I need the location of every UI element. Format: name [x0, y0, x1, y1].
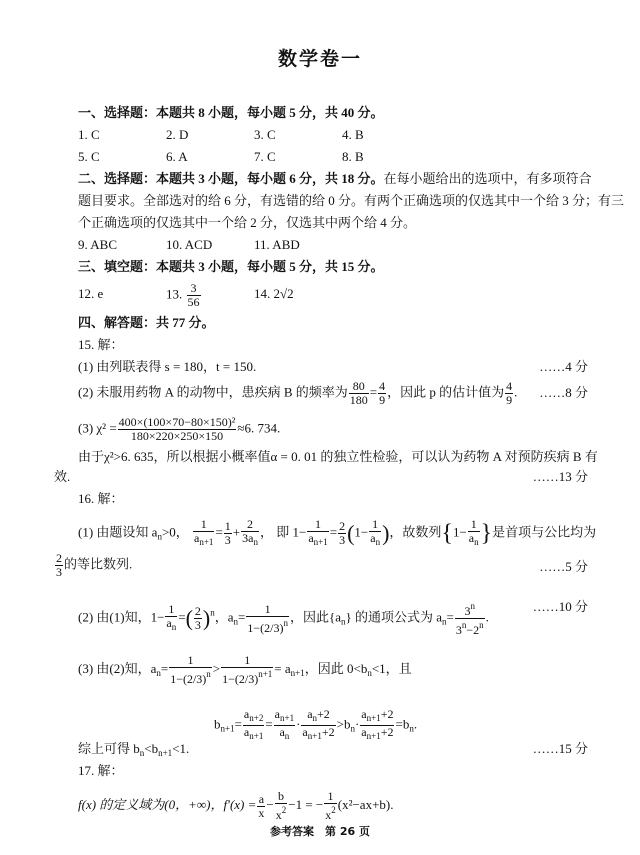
answer-10: 10. ACD	[166, 237, 213, 252]
fraction-1-over-x2: $\frac{1}{x^2}$	[325, 789, 336, 822]
fraction-numerator: 2	[339, 519, 346, 533]
q16-conclusion: 综上可得 $b_n<b_{n+1}<1$.	[78, 741, 190, 758]
fraction-an2-an12: $\frac{a_n+2}{a_{n+1}+2}$	[302, 707, 335, 741]
fraction-numerator: 1	[221, 654, 273, 668]
q15-part-1: (1) 由列联表得 s = 180，t = 150.	[78, 359, 257, 374]
q17-part-1-text-c: (x²−ax+b).	[337, 796, 394, 812]
fraction-denominator: 56	[187, 295, 200, 309]
fraction-numerator: 4	[379, 379, 386, 393]
fraction-a-over-x: $\frac{a}{x}$	[258, 791, 265, 820]
fraction-denominator: 3	[339, 533, 346, 547]
q16-part-3-text-a: (3) 由(2)知，a	[78, 660, 157, 676]
q17-label: 17. 解：	[78, 763, 124, 778]
q16-part-2-score: ……10 分	[532, 599, 588, 614]
fraction-numerator: 1	[324, 790, 337, 804]
q16-part-1: (1) 由题设知 $a_n>0$， $\frac{1}{a_{n+1}}$ = $\frac{1}{3}$ + $\frac{2}{3a_n}$ ， 即 1− $\frac{1}{a_{n+1}}$ = $\frac{2}{3}$ (1− $\frac{1}{a_n}$ )，故数列{1− $\frac{1}{a_n}$ }是首项与公比均为	[78, 517, 597, 547]
q15-part-3-label: (3) χ² =	[78, 420, 117, 436]
answer-5: 5. C	[78, 149, 100, 164]
section-4-header: 四、解答题：共 77 分。	[78, 315, 215, 330]
fraction-denominator: 3	[224, 533, 231, 547]
section-2-answers	[78, 236, 300, 254]
q16-part-1-text-e: 是首项与公比均为	[492, 524, 597, 540]
fraction-4-9-estimate	[505, 380, 513, 407]
fraction-1-over-an-b: $\frac{1}{a_n}$	[468, 517, 479, 547]
fraction-numerator: 1	[224, 519, 231, 533]
q15-conclusion-line-2: 效.	[54, 469, 71, 484]
fraction-1-over-a-n1-b: $\frac{1}{a_{n+1}}$	[308, 517, 328, 547]
fraction-numerator: 80	[349, 380, 369, 394]
q16-part-2-text-c: ，因此{a	[289, 609, 341, 625]
answer-14: 14. 2√2	[254, 286, 294, 302]
fraction-1-3	[224, 520, 232, 547]
fraction-numerator: 1	[246, 603, 289, 617]
q16-part-1-text-a: (1) 由题设知 a	[78, 524, 158, 540]
section-1-answers-row-2	[78, 148, 364, 166]
period: .	[514, 384, 518, 400]
section-2-header-rest: 在每小题给出的选项中，有多项符合	[383, 171, 592, 186]
fraction-b-over-x2: $\frac{b}{x^2}$	[275, 789, 287, 822]
q16-part-3-text-c: ，因此 0<b	[304, 660, 368, 676]
q16-conclusion-score: ……15 分	[532, 741, 588, 756]
chi-square-fraction	[118, 416, 237, 443]
answer-7: 7. C	[254, 149, 276, 164]
fraction-2-3an: $\frac{2}{3a_n}$	[242, 517, 258, 547]
q15-part-2	[78, 380, 517, 407]
q16-part-3: (3) 由(2)知，$a_n=$ $\frac{1}{1-(2/3)^n}$ > $\frac{1}{1-(2/3)^{n+1}}$ = $a_{n+1}$，因此 $0<b_n<1$，且	[78, 653, 412, 686]
equals-sign: =	[369, 384, 378, 400]
fraction-numerator: 400×(100×70−80×150)²	[118, 415, 236, 429]
answer-9: 9. ABC	[78, 237, 118, 252]
q16-part-3-text-b: = a	[274, 660, 291, 676]
fraction-an2-an1: $\frac{a_{n+2}}{a_{n+1}}$	[243, 707, 264, 741]
answer-12: 12. e	[78, 286, 104, 302]
q16-part-3-text-d: <1，且	[371, 660, 412, 676]
fraction-numerator: 1	[193, 518, 214, 532]
answer-1: 1. C	[78, 127, 100, 142]
fraction-2-3-c	[55, 552, 63, 579]
fraction-denominator: 180×220×250×150	[130, 429, 224, 443]
answer-13-label: 13.	[166, 286, 183, 302]
q15-label: 15. 解：	[78, 337, 124, 352]
q15-conclusion-score: ……13 分	[532, 469, 588, 484]
section-1-answers-row-1	[78, 126, 364, 144]
fraction-denominator: 3	[56, 565, 62, 579]
q17-part-1-text-a: f(x) 的定义域为(0，+∞)，f′(x) =	[78, 796, 257, 812]
answer-2: 2. D	[166, 127, 189, 142]
answer-4: 4. B	[342, 127, 364, 142]
fraction-80-180	[349, 380, 369, 407]
fraction-numerator: 2	[56, 551, 62, 565]
answer-6: 6. A	[166, 149, 188, 164]
q16-part-2: (2) 由(1)知，1− $\frac{1}{a_n}$ =( $\frac{2}{3}$ )$^n$，$a_n=$ $\frac{1}{1-(2/3)^n}$ ，因此$\{a_n\}$ 的通项公式为 $a_n=$ $\frac{3^n}{3^n-2^n}$ .	[78, 601, 489, 637]
fraction-2-3-d	[194, 605, 202, 632]
fraction-numerator: 3	[187, 282, 201, 296]
q16-part-2-text-a: (2) 由(1)知，1−	[78, 609, 165, 625]
q15-part-1-score: ……4 分	[539, 359, 588, 374]
q17-part-1-text-b: −1 = −	[288, 796, 324, 812]
fraction-1-over-a-n1: $\frac{1}{a_{n+1}}$	[194, 517, 214, 547]
fraction-numerator: 1	[468, 518, 480, 532]
answer-13-fraction	[187, 282, 201, 309]
answer-3: 3. C	[254, 127, 276, 142]
q16-part-1-text-c: 即 1−	[276, 524, 307, 540]
q15-part-2-mid: ，因此 p 的估计值为	[387, 384, 505, 400]
fraction-numerator: 1	[165, 603, 177, 617]
fraction-an-closed: $\frac{3^n}{3^n-2^n}$	[455, 601, 484, 637]
answer-11: 11. ABD	[254, 237, 300, 252]
page-title: 数学卷一	[277, 49, 362, 70]
fraction-numerator: 1	[169, 654, 212, 668]
q16-part-1-cont-text: 的等比数列.	[64, 556, 133, 572]
section-3-header: 三、填空题：本题共 3 小题，每小题 5 分，共 15 分。	[78, 259, 384, 274]
fraction-numerator: 4	[506, 379, 513, 393]
q16-part-1-score: ……5 分	[539, 559, 588, 574]
q17-part-1: f(x) 的定义域为(0，+∞)，f′(x) = $\frac{a}{x}$ − $\frac{b}{x^2}$ −1 = − $\frac{1}{x^2}$ (x²−ax+b).	[78, 789, 394, 822]
fraction-4-9	[378, 380, 386, 407]
q16-part-2-text-b: ，a	[214, 609, 234, 625]
fraction-an-formula: $\frac{1}{1-(2/3)^n}$	[247, 601, 288, 635]
fraction-numerator: 1	[369, 518, 381, 532]
page-footer: 参考答案 第 26 页	[270, 825, 370, 838]
fraction-denominator: 3	[194, 618, 201, 632]
fraction-denominator: 180	[349, 393, 368, 407]
fraction-an1: $\frac{1}{1-(2/3)^{n+1}}$	[222, 653, 273, 686]
section-3-answers	[78, 282, 294, 309]
chi-square-result: ≈6. 734.	[237, 420, 281, 436]
q16-bn-recurrence: $b_{n+1}=$ $\frac{a_{n+2}}{a_{n+1}}$ = $\frac{a_{n+1}}{a_n}$ · $\frac{a_n+2}{a_{n+1}+2}$ $>b_n\cdot$ $\frac{a_{n+1}+2}{a_{n+1}+2}$ $=b_n$.	[214, 707, 418, 741]
q16-conclusion-text: 综上可得 b	[78, 741, 140, 756]
q16-label: 16. 解：	[78, 491, 124, 506]
fraction-an-b: $\frac{1}{1-(2/3)^n}$	[170, 653, 211, 686]
section-2-header	[78, 170, 592, 188]
section-1-header: 一、选择题：本题共 8 小题，每小题 5 分，共 40 分。	[78, 105, 384, 120]
fraction-1-over-an: $\frac{1}{a_n}$	[370, 517, 381, 547]
fraction-2-3-b	[338, 520, 346, 547]
fraction-numerator: 2	[241, 518, 259, 532]
section-2-line-3: 个正确选项的仅选其中一个给 2 分，仅选其中两个给 4 分。	[78, 215, 417, 230]
fraction-denominator: 9	[506, 393, 513, 407]
q15-conclusion-line-1: 由于χ²>6. 635，所以根据小概率值α = 0. 01 的独立性检验，可以认为药物 A 对预防疾病 B 有	[78, 449, 598, 464]
fraction-numerator: 2	[194, 604, 201, 618]
q15-part-2-text: (2) 未服用药物 A 的动物中，患疾病 B 的频率为	[78, 384, 348, 400]
fraction-1-over-an-c: $\frac{1}{a_n}$	[166, 602, 177, 632]
q15-part-3	[78, 416, 280, 443]
fraction-an1-an: $\frac{a_{n+1}}{a_n}$	[274, 707, 295, 741]
q16-part-1-text-b: >0，	[161, 524, 189, 540]
fraction-denominator: 9	[379, 393, 386, 407]
q15-part-2-score: ……8 分	[539, 385, 588, 400]
fraction-an12-an22: $\frac{a_{n+1}+2}{a_{n+1}+2}$	[361, 707, 394, 741]
answer-13	[166, 282, 254, 309]
answer-8: 8. B	[342, 149, 364, 164]
q16-part-1-cont	[54, 552, 132, 579]
section-2-line-2: 题目要求。全部选对的给 6 分，有选错的给 0 分。有两个正确选项的仅选其中一个给 3 分；有三	[78, 193, 625, 208]
q16-part-1-text-d: ，故数列	[389, 524, 442, 540]
fraction-numerator: 1	[307, 518, 328, 532]
q16-part-2-text-d: } 的通项公式为 a	[345, 609, 442, 625]
section-2-header-bold: 二、选择题：本题共 3 小题，每小题 6 分，共 18 分。	[78, 171, 384, 186]
